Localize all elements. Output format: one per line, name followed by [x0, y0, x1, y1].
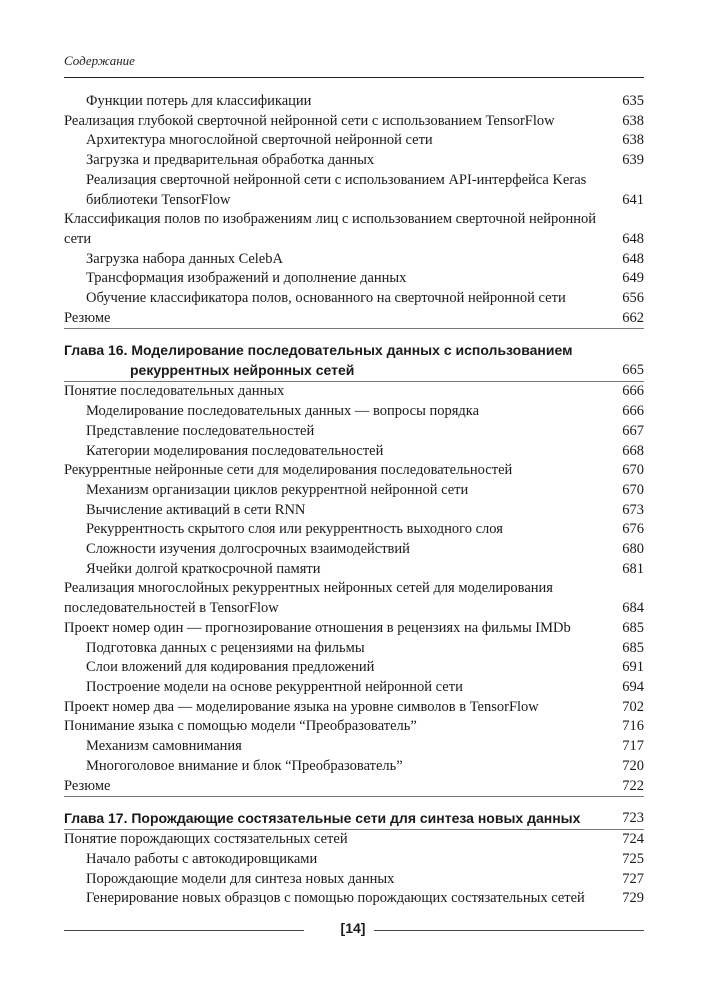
- toc-entry-page: 648: [622, 250, 644, 267]
- toc-entry[interactable]: [64, 639, 644, 659]
- toc-entry-page: 691: [622, 659, 644, 676]
- toc-entry-title: Реализация многослойных рекуррентных нейронных сетей для моделирования последовательностей в TensorFlow: [64, 580, 553, 617]
- toc-entry-title: Понимание языка с помощью модели “Преобразователь”: [64, 718, 417, 735]
- toc-entry[interactable]: [64, 678, 644, 698]
- toc-entry-title: Представление последовательностей: [86, 422, 315, 439]
- toc-entry[interactable]: [64, 210, 644, 249]
- toc-entry-title: Загрузка набора данных CelebA: [86, 250, 283, 267]
- toc-entry-title: Вычисление активаций в сети RNN: [86, 501, 306, 518]
- toc-entry-page: 641: [622, 191, 644, 208]
- toc-entry-page: 694: [622, 678, 644, 695]
- toc-entry-title: Многоголовое внимание и блок “Преобразователь”: [86, 757, 403, 774]
- section-divider: [64, 328, 644, 329]
- toc-entry-page: 681: [622, 560, 644, 577]
- toc-entry[interactable]: [64, 870, 644, 890]
- toc-entry-title: Слои вложений для кодирования предложений: [86, 659, 375, 676]
- toc-entry-page: 648: [622, 230, 644, 247]
- toc-entry-page: 680: [622, 541, 644, 558]
- toc-entry-page: 662: [622, 309, 644, 326]
- table-of-contents: [64, 92, 644, 909]
- toc-entry[interactable]: [64, 131, 644, 151]
- header-rule: [64, 77, 644, 78]
- toc-entry[interactable]: [64, 658, 644, 678]
- toc-entry-title: Порождающие модели для синтеза новых данных: [86, 870, 395, 887]
- toc-entry-title: Загрузка и предварительная обработка данных: [86, 152, 375, 169]
- toc-entry[interactable]: [64, 422, 644, 442]
- toc-entry[interactable]: [64, 92, 644, 112]
- toc-entry-title: Обучение классификатора полов, основанного на сверточной нейронной сети: [86, 290, 566, 307]
- page-number: [14]: [340, 920, 366, 936]
- toc-entry-page: 638: [622, 132, 644, 149]
- toc-entry-page: 720: [622, 757, 644, 774]
- toc-entry[interactable]: [64, 717, 644, 737]
- toc-entry-page: 639: [622, 152, 644, 169]
- toc-entry-page: 638: [622, 112, 644, 129]
- toc-entry[interactable]: [64, 619, 644, 639]
- toc-entry-title: Механизм самовнимания: [86, 738, 242, 755]
- running-header: Содержание: [64, 53, 135, 68]
- toc-block-chapter15-tail: [64, 92, 644, 328]
- toc-entry-title: Резюме: [64, 309, 111, 326]
- toc-entry[interactable]: [64, 850, 644, 870]
- toc-entry-page: 729: [622, 890, 644, 907]
- toc-entry[interactable]: [64, 757, 644, 777]
- toc-entry[interactable]: [64, 289, 644, 309]
- toc-entry-title: Резюме: [64, 777, 111, 794]
- toc-entry-page: 725: [622, 850, 644, 867]
- toc-entry[interactable]: [64, 382, 644, 402]
- toc-entry-page: 670: [622, 481, 644, 498]
- toc-entry-page: 685: [622, 619, 644, 636]
- toc-entry[interactable]: [64, 501, 644, 521]
- toc-entry[interactable]: [64, 889, 644, 909]
- toc-entry-title: Подготовка данных с рецензиями на фильмы: [86, 639, 365, 656]
- toc-entry[interactable]: [64, 112, 644, 132]
- toc-entry[interactable]: [64, 698, 644, 718]
- chapter-title-line2: рекуррентных нейронных сетей: [130, 362, 355, 379]
- chapter-title-line1: Глава 16. Моделирование последовательных данных с использованием: [64, 342, 573, 359]
- toc-entry[interactable]: [64, 309, 644, 329]
- toc-entry-title: Функции потерь для классификации: [86, 93, 312, 109]
- toc-entry[interactable]: [64, 737, 644, 757]
- footer-rule-left: [64, 930, 304, 931]
- toc-entry-page: 635: [622, 93, 644, 109]
- toc-entry-title: Генерирование новых образцов с помощью порождающих состязательных сетей: [86, 890, 585, 907]
- toc-entry[interactable]: [64, 579, 644, 618]
- toc-entry-page: 670: [622, 462, 644, 479]
- toc-entry-title: Сложности изучения долгосрочных взаимодействий: [86, 541, 410, 558]
- toc-entry-title: Построение модели на основе рекуррентной нейронной сети: [86, 678, 463, 695]
- chapter-16-heading[interactable]: [64, 340, 644, 380]
- chapter-title: [64, 340, 644, 380]
- toc-entry-title: Моделирование последовательных данных — вопросы порядка: [86, 403, 480, 420]
- chapter-title-line1: Глава 17. Порождающие состязательные сети для синтеза новых данных: [64, 810, 581, 827]
- toc-entry[interactable]: [64, 402, 644, 422]
- toc-entry-page: 666: [622, 383, 644, 400]
- toc-entry-page: 724: [622, 831, 644, 848]
- toc-entry[interactable]: [64, 520, 644, 540]
- toc-entry-page: 649: [622, 270, 644, 287]
- toc-entry-page: 727: [622, 870, 644, 887]
- toc-entry-title: Механизм организации циклов рекуррентной нейронной сети: [86, 481, 469, 498]
- toc-entry-page: 702: [622, 698, 644, 715]
- toc-entry[interactable]: [64, 461, 644, 481]
- toc-entry-page: 666: [622, 403, 644, 420]
- toc-entry[interactable]: [64, 269, 644, 289]
- chapter-page: 665: [622, 362, 644, 379]
- toc-entry-title: Рекуррентность скрытого слоя или рекуррентность выходного слоя: [86, 521, 503, 538]
- toc-entry-title: Проект номер два — моделирование языка на уровне символов в TensorFlow: [64, 698, 539, 715]
- toc-entry-page: 673: [622, 501, 644, 518]
- toc-entry-page: 676: [622, 521, 644, 538]
- chapter-page: 723: [622, 810, 644, 827]
- toc-entry-title: Ячейки долгой краткосрочной памяти: [86, 560, 321, 577]
- toc-block-chapter16: [64, 382, 644, 796]
- toc-entry-title: Архитектура многослойной сверточной нейронной сети: [86, 132, 433, 149]
- section-divider: [64, 796, 644, 797]
- toc-entry-page: 667: [622, 422, 644, 439]
- toc-entry-title: Классификация полов по изображениям лиц с использованием сверточной нейронной сети: [64, 211, 597, 247]
- page-footer: [64, 920, 644, 940]
- toc-entry-title: Реализация глубокой сверточной нейронной сети с использованием TensorFlow: [64, 112, 555, 129]
- toc-entry-title: Понятие порождающих состязательных сетей: [64, 831, 348, 848]
- chapter-17-heading[interactable]: [64, 808, 644, 828]
- toc-entry[interactable]: [64, 250, 644, 270]
- toc-block-chapter17: [64, 830, 644, 909]
- toc-entry-title: Понятие последовательных данных: [64, 383, 285, 400]
- toc-entry-title: Реализация сверточной нейронной сети с использованием API-интерфейса Keras библиотеки TensorFlow: [86, 171, 587, 208]
- toc-entry-title: Начало работы с автокодировщиками: [86, 850, 318, 867]
- toc-entry-page: 656: [622, 290, 644, 307]
- toc-entry-page: 722: [622, 777, 644, 794]
- toc-entry[interactable]: [64, 560, 644, 580]
- toc-entry[interactable]: [64, 777, 644, 797]
- toc-entry[interactable]: [64, 171, 644, 210]
- toc-entry-title: Проект номер один — прогнозирование отношения в рецензиях на фильмы IMDb: [64, 619, 571, 636]
- footer-rule-right: [374, 930, 644, 931]
- toc-entry[interactable]: [64, 830, 644, 850]
- toc-entry-page: 717: [622, 738, 644, 755]
- toc-entry-page: 716: [622, 718, 644, 735]
- toc-entry-title: Категории моделирования последовательностей: [86, 442, 384, 459]
- toc-entry[interactable]: [64, 481, 644, 501]
- toc-entry-title: Трансформация изображений и дополнение данных: [86, 270, 407, 287]
- toc-entry[interactable]: [64, 540, 644, 560]
- toc-entry-title: Рекуррентные нейронные сети для моделирования последовательностей: [64, 462, 513, 479]
- toc-entry-page: 684: [622, 600, 644, 617]
- toc-entry-page: 668: [622, 442, 644, 459]
- toc-entry[interactable]: [64, 151, 644, 171]
- toc-entry[interactable]: [64, 442, 644, 462]
- toc-entry-page: 685: [622, 639, 644, 656]
